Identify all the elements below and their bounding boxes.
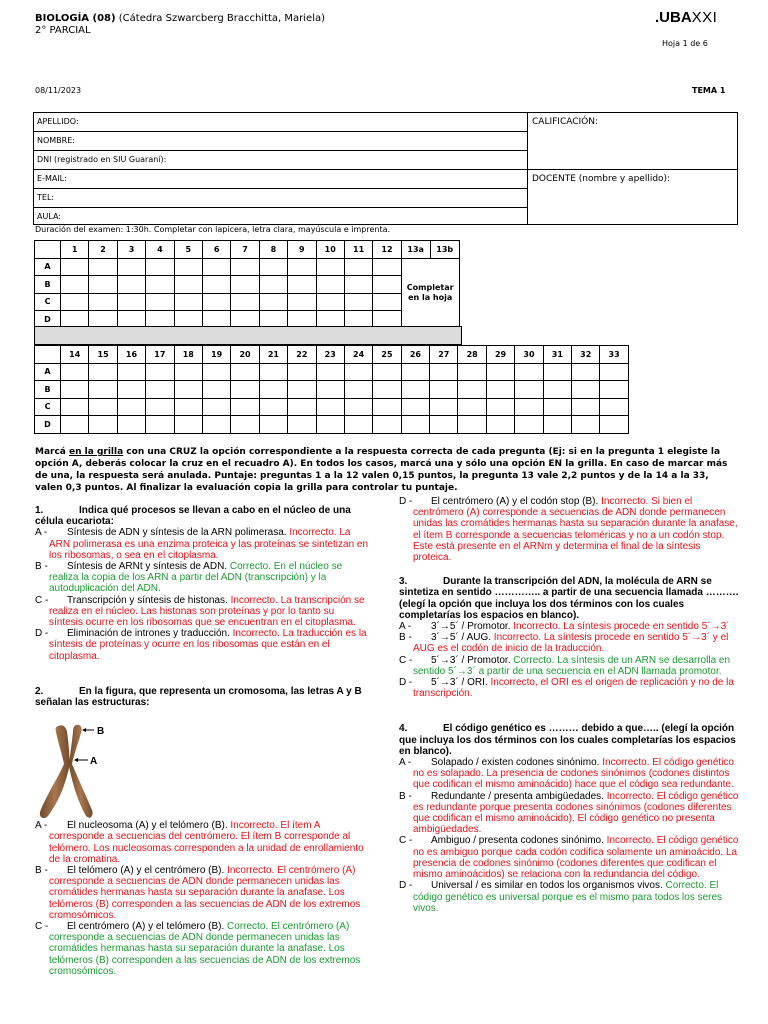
answer-cell[interactable] [61,398,89,416]
q3-option-b: B - 3´→5´ / AUG. Incorrecto. La síntesis procede en sentido 5´→3´ y el AUG es el codón de inicio de la traducción. [399,632,729,655]
answer-cell[interactable] [117,258,145,276]
answer-cell[interactable] [146,363,174,381]
answer-cell[interactable] [117,416,145,434]
answer-cell[interactable] [572,416,600,434]
answer-cell[interactable] [259,398,287,416]
grid-col-header: 29 [486,346,514,364]
q2-option-b: B - El telómero (A) y el centrómero (B). Incorrecto. El centrómero (A) corresponde a secuencias de ADN donde permanecen unidas las cromátides hermanas hasta su separación durante la anafase. Los telómeros (B) corresponden a las secuencias de ADN de los extremos cromosómicos. [35,865,361,921]
answer-cell[interactable] [401,363,429,381]
question-4: 4. El código genético es ……… debido a que….. (elegí la opción que incluya los dos términos con los cuales completarías los espacios en blanco). [399,723,736,757]
answer-cell[interactable] [117,381,145,399]
grid-row-label: D [35,311,61,329]
answer-cell[interactable] [146,276,174,294]
answer-cell[interactable] [288,258,316,276]
answer-cell[interactable] [61,416,89,434]
email-field[interactable]: E-MAIL: [34,170,527,189]
grid-col-header: 14 [61,346,89,364]
answer-cell[interactable] [117,293,145,311]
grid-col-header: 13b [430,241,459,259]
grid-col-header: 27 [430,346,458,364]
grid-col-header: 26 [401,346,429,364]
grid-col-header: 32 [572,346,600,364]
q1-option-c: C - Transcripción y síntesis de histonas. Incorrecto. La transcripción se realiza en el núcleo. Las histonas son proteínas y por lo tanto su síntesis ocurre en los ribosomas que se encuentran en el citoplasma. [35,594,365,629]
grid-row-label: D [35,416,61,434]
sheet-number: Hoja 1 de 6 [662,39,708,48]
grid-col-header: 31 [543,346,571,364]
answer-cell[interactable] [486,363,514,381]
grid-col-header: 18 [174,346,202,364]
answer-cell[interactable] [515,363,543,381]
feedback: Incorrecto, el ORI es el origen de replicación y no de la transcripción. [413,677,734,700]
tel-field[interactable]: TEL: [34,189,527,208]
exam-header [35,13,325,37]
answer-cell[interactable] [288,398,316,416]
answer-cell[interactable] [202,381,230,399]
feedback: Incorrecto. La traducción es la síntesis de proteínas y ocurre en los ribosomas que están en el citoplasma. [49,628,367,662]
grid-col-header: 30 [515,346,543,364]
grid-col-header: 10 [316,241,344,259]
answer-cell[interactable] [231,416,259,434]
apellido-field[interactable]: APELLIDO: [34,113,527,132]
answer-cell[interactable] [373,363,401,381]
grid-col-header: 20 [231,346,259,364]
answer-cell[interactable] [401,416,429,434]
grid-corner [35,241,61,259]
q2-option-a: A - El nucleosoma (A) y el telómero (B). Incorrecto. El ítem A corresponde a secuencias del centrómero. El ítem B corresponde al telómero. Los nucleosomas corresponden a la unidad de enrollamiento de la cromatina. [35,820,364,865]
grid-col-header: 16 [117,346,145,364]
grid-row-label: B [35,381,61,399]
answer-cell[interactable] [430,381,458,399]
answer-cell[interactable] [202,258,230,276]
answer-cell[interactable] [202,293,230,311]
answer-cell[interactable] [344,381,372,399]
right-column [399,496,739,914]
q2-option-c: C - El centrómero (A) y el telómero (B). Correcto. El centrómero (A) corresponde a secuencias de ADN donde permanecen unidas las cromátides hermanas hasta su separación durante la anafase. Los telómeros (B) corresponden a las secuencias de ADN de los extremos cromosómicos. [35,921,361,977]
answer-cell[interactable] [231,293,259,311]
grid-col-header: 7 [231,241,259,259]
q3-option-d: D - 5´→3´ / ORI. Incorrecto, el ORI es el origen de replicación y no de la transcripción. [399,677,734,700]
grid-row-label: C [35,398,61,416]
answer-cell[interactable] [146,293,174,311]
answer-cell[interactable] [89,363,117,381]
nombre-field[interactable]: NOMBRE: [34,132,527,151]
answer-cell[interactable] [174,258,202,276]
answer-cell[interactable] [231,398,259,416]
answer-cell[interactable] [89,398,117,416]
answer-cell[interactable] [373,276,401,294]
answer-cell[interactable] [572,363,600,381]
answer-cell[interactable] [202,363,230,381]
answer-cell[interactable] [344,293,372,311]
exam-date: 08/11/2023 [35,86,82,95]
answer-cell[interactable] [373,293,401,311]
grid-col-header: 25 [373,346,401,364]
answer-cell[interactable] [174,416,202,434]
answer-cell[interactable] [174,276,202,294]
answer-cell[interactable] [316,381,344,399]
exam-tema: TEMA 1 [692,86,726,95]
grid-col-header: 28 [458,346,486,364]
answer-cell[interactable] [61,363,89,381]
label-b: B [97,726,105,737]
answer-cell[interactable] [344,363,372,381]
feedback: Correcto. El centrómero (A) corresponde a secuencias de ADN donde permanecen unidas las cromátides hermanas hasta su separación durante la anafase. Los telómeros (B) corresponden a las secuencias de ADN de los extremos cromosómicos. [49,921,361,977]
q3-option-c: C - 5´→3´ / Promotor. Correcto. La síntesis de un ARN se desarrolla en sentido 5´→3´ a partir de una secuencia en el ADN llamada promotor. [399,654,731,677]
chair-name: (Cátedra Szwarcberg Bracchitta, Mariela) [115,13,326,24]
feedback: Incorrecto. El código genético es redundante porque presenta codones sinónimos (codones diferentes que codifican el mismo aminoácido). El código genético no presenta ambigüedades. [413,790,739,836]
grid-row-label: C [35,293,61,311]
answer-cell[interactable] [600,381,628,399]
answer-cell[interactable] [89,276,117,294]
answer-cell[interactable] [61,293,89,311]
answer-cell[interactable] [146,398,174,416]
grid-corner [35,346,61,364]
answer-cell[interactable] [543,416,571,434]
answer-cell[interactable] [146,381,174,399]
exam-name: 2° PARCIAL [35,25,91,36]
answer-cell[interactable] [430,416,458,434]
answer-cell[interactable] [344,416,372,434]
grid-col-header: 17 [146,346,174,364]
grid-col-header: 21 [259,346,287,364]
answer-cell[interactable] [146,258,174,276]
feedback: Incorrecto. El ítem A corresponde a secuencias del centrómero. El ítem B corresponde al telómero. Los nucleosomas corresponden a la unidad de enrollamiento de la cromatina. [49,820,364,865]
answer-cell[interactable] [543,381,571,399]
grid-row-label: A [35,258,61,276]
grid-col-header: 1 [61,241,89,259]
answer-cell[interactable] [174,381,202,399]
chromosome-figure [36,722,116,822]
answer-cell[interactable] [316,416,344,434]
answer-cell[interactable] [174,398,202,416]
subject-title: BIOLOGÍA (08) [35,13,116,24]
answer-grid-bottom [34,345,629,434]
answer-cell[interactable] [61,381,89,399]
answer-cell[interactable] [202,416,230,434]
answer-cell[interactable] [344,258,372,276]
answer-cell[interactable] [515,381,543,399]
answer-cell[interactable] [430,398,458,416]
answer-cell[interactable] [543,398,571,416]
answer-cell[interactable] [486,398,514,416]
answer-cell[interactable] [61,258,89,276]
answer-cell[interactable] [458,416,486,434]
answer-cell[interactable] [89,416,117,434]
answer-cell[interactable] [458,381,486,399]
grid-row-label: B [35,276,61,294]
answer-cell[interactable] [316,293,344,311]
answer-cell[interactable] [486,381,514,399]
answer-cell[interactable] [543,363,571,381]
grid-col-header: 12 [373,241,401,259]
answer-cell[interactable] [174,363,202,381]
answer-cell[interactable] [458,363,486,381]
answer-cell[interactable] [288,276,316,294]
grid-col-header: 6 [202,241,230,259]
chromatid-right [69,725,93,818]
question-2: 2. En la figura, que representa un cromosoma, las letras A y B señalan las estructuras: [35,685,362,709]
answer-cell[interactable] [600,363,628,381]
duration-note: Duración del examen: 1:30h. Completar con lapicera, letra clara, mayúscula e imprenta. [35,225,391,234]
answer-cell[interactable] [515,398,543,416]
grid-col-header: 22 [288,346,316,364]
answer-cell[interactable] [373,398,401,416]
aula-field[interactable]: AULA: [37,212,61,221]
feedback: Correcto. El código genético es universal porque es el mismo para todos los seres vivos. [413,880,723,914]
feedback: Incorrecto. El código genético no es ambiguo porque cada codón codifica solamente un aminoácido. La presencia de codones sinónimo (codones diferentes que codifican el mismo aminoácidos) se relaciona con la redundancia del código. [413,835,739,881]
q3-option-a: A - 3´→5´ / Promotor. Incorrecto. La síntesis procede en sentido 5´→3´ [399,621,730,633]
feedback: Incorrecto. La transcripción se realiza en el núcleo. Las histonas son proteínas y por lo tanto su síntesis ocurre en los ribosomas que se encuentran en el citoplasma. [49,594,365,629]
answer-cell[interactable] [316,363,344,381]
grid-col-header: 9 [288,241,316,259]
answer-cell[interactable] [458,398,486,416]
docente-field[interactable]: DOCENTE (nombre y apellido): [527,170,737,224]
grid-col-header: 2 [89,241,117,259]
answer-cell[interactable] [259,363,287,381]
grid-col-header: 4 [146,241,174,259]
answer-grid-top [34,240,460,329]
calificacion-field[interactable]: CALIFICACIÓN: [527,113,737,170]
feedback: Incorrecto. El centrómero (A) corresponde a secuencias de ADN donde permanecen unidas las cromátides hermanas hasta su separación durante la anafase. Los telómeros (B) corresponden a las secuencias de ADN de los extremos cromosómicos. [49,865,361,921]
answer-cell[interactable] [401,381,429,399]
answer-cell[interactable] [486,416,514,434]
uba-xxi-logo: .UBAXXI [655,9,718,26]
answer-cell[interactable] [259,293,287,311]
grid-col-header: 19 [202,346,230,364]
grid-col-header: 33 [600,346,628,364]
answer-cell[interactable] [288,293,316,311]
answer-cell[interactable] [344,398,372,416]
q2-option-d: D - El centrómero (A) y el codón stop (B). Incorrecto. Si bien el centrómero (A) corresponde a secuencias de ADN donde permanecen unidas las cromátides hermanas hasta su separación durante la anafase, el ítem B corresponde a secuencias teloméricas y no a un codón stop. Este está presente en el ARNm y determina el final de la síntesis proteica. [399,496,738,564]
feedback: Incorrecto. La síntesis procede en sentido 5´→3´ [513,621,730,633]
answer-cell[interactable] [231,381,259,399]
answer-cell[interactable] [401,398,429,416]
answer-cell[interactable] [373,416,401,434]
q1-option-b: B - Síntesis de ARNt y síntesis de ADN. Correcto. En el núcleo se realiza la copia de los ARN a partir del ADN (transcripción) y la autoduplicación del ADN. [35,561,343,595]
label-a: A [90,756,98,767]
answer-cell[interactable] [316,258,344,276]
q4-option-b: B - Redundante / presenta ambigüedades. Incorrecto. El código genético es redundante porque presenta codones sinónimos (codones diferentes que codifican el mismo aminoácido). El código genético no presenta ambigüedades. [399,790,739,836]
answer-cell[interactable] [61,276,89,294]
q1-option-a: A - Síntesis de ADN y síntesis de la ARN polimerasa. Incorrecto. La ARN polimerasa es una enzima proteica y las proteínas se sintetizan en los ribosomas, o sea en el citoplasma. [35,527,369,561]
answer-cell[interactable] [117,398,145,416]
grid-col-header: 3 [117,241,145,259]
answer-cell[interactable] [231,276,259,294]
feedback: Correcto. La síntesis de un ARN se desarrolla en sentido 5´→3´ a partir de una secuencia en el ADN llamada promotor. [413,654,731,677]
answer-cell[interactable] [89,258,117,276]
grid-col-header: 24 [344,346,372,364]
dni-field[interactable]: DNI (registrado en SIU Guaraní): [34,151,527,170]
answer-cell[interactable] [572,398,600,416]
answer-cell[interactable] [430,363,458,381]
grid-row-label: A [35,363,61,381]
q4-option-c: C - Ambiguo / presenta codones sinónimo. Incorrecto. El código genético no es ambiguo porque cada codón codifica solamente un aminoácido. La presencia de codones sinónimo (codones diferentes que codifican el mismo aminoácidos) se relaciona con la redundancia del código. [399,835,739,881]
answer-cell[interactable] [146,416,174,434]
grid-col-header: 11 [344,241,372,259]
answer-cell[interactable] [259,381,287,399]
student-id-form [33,112,738,225]
answer-cell[interactable] [344,276,372,294]
grid-col-header: 13a [401,241,430,259]
grid-col-header: 5 [174,241,202,259]
feedback: Incorrecto. El código genético no es solapado. La presencia de codones sinónimos (codones distintos que codifican el mismo aminoácido) hace que el código sea redundante. [413,757,734,791]
answer-cell[interactable] [373,258,401,276]
answer-cell[interactable] [288,381,316,399]
answer-cell[interactable] [117,363,145,381]
grid-col-header: 8 [259,241,287,259]
question-3: 3. Durante la transcripción del ADN, la molécula de ARN se sintetiza en sentido ………….. a partir de una secuencia llamada ……….(elegí la opción que incluya los dos términos con los cuales completarías los espacios en blanco). [399,576,739,621]
feedback: Incorrecto. Si bien el centrómero (A) corresponde a secuencias de ADN donde permanecen unidas las cromátides hermanas hasta su separación durante la anafase, el ítem B corresponde a secuencias teloméricas y no a un codón stop. Este está presente en el ARNm y determina el final de la síntesis proteica. [413,496,738,564]
answer-cell[interactable] [600,416,628,434]
q4-option-d: D - Universal / es similar en todos los organismos vivos. Correcto. El código genético es universal porque es el mismo para todos los seres vivos. [399,880,723,914]
answer-cell[interactable] [89,381,117,399]
answer-cell[interactable] [515,416,543,434]
answer-cell[interactable] [259,258,287,276]
chromatid-left [40,725,70,818]
answer-cell[interactable] [202,276,230,294]
answer-cell[interactable] [600,398,628,416]
grid-col-header: 15 [89,346,117,364]
answer-cell[interactable] [202,398,230,416]
feedback: Correcto. En el núcleo se realiza la copia de los ARN a partir del ADN (transcripción) y la autoduplicación del ADN. [49,561,343,595]
q4-option-a: A - Solapado / existen codones sinónimo. Incorrecto. El código genético no es solapado. La presencia de codones sinónimos (codones distintos que codifican el mismo aminoácido) hace que el código sea redundante. [399,757,734,791]
answer-cell[interactable] [373,381,401,399]
answer-cell[interactable] [259,276,287,294]
answer-cell[interactable] [259,416,287,434]
question-1: 1. Indica qué procesos se llevan a cabo en el núcleo de una célula eucariota: [35,505,351,528]
answer-cell[interactable] [288,363,316,381]
answer-cell[interactable] [288,416,316,434]
answer-cell[interactable] [231,258,259,276]
q1-option-d: D - Eliminación de intrones y traducción. Incorrecto. La traducción es la síntesis de proteínas y ocurre en los ribosomas que están en el citoplasma. [35,628,367,662]
feedback: Incorrecto. La ARN polimerasa es una enzima proteica y las proteínas se sintetizan en los ribosomas, o sea en el citoplasma. [49,527,369,561]
answer-cell[interactable] [174,293,202,311]
answer-cell[interactable] [89,293,117,311]
answer-cell[interactable] [316,398,344,416]
answer-cell[interactable] [231,363,259,381]
grid-note: Completar en la hoja [401,258,459,328]
answer-cell[interactable] [316,276,344,294]
answer-cell[interactable] [117,276,145,294]
feedback: Incorrecto. La síntesis procede en sentido 5´→3´ y el AUG es el codón de inicio de la traducción. [413,632,729,655]
grid-separator [34,326,462,345]
answer-cell[interactable] [572,381,600,399]
grid-col-header: 23 [316,346,344,364]
instructions: Marcá en la grilla con una CRUZ la opción correspondiente a la respuesta correcta de cada pregunta (Ej: si en la pregunta 1 elegiste la opción A, deberás colocar la cruz en el recuadro A). En todos los casos, marcá una y sólo una opción EN la grilla. En caso de marcar más de una, la respuesta será anulada. Puntaje: preguntas 1 a la 12 valen 0,15 puntos, la pregunta 13 vale 2,2 puntos y de la 14 a la 33, valen 0,3 puntos. Al finalizar la evaluación copia la grilla para controlar tu puntaje. [35,447,728,493]
